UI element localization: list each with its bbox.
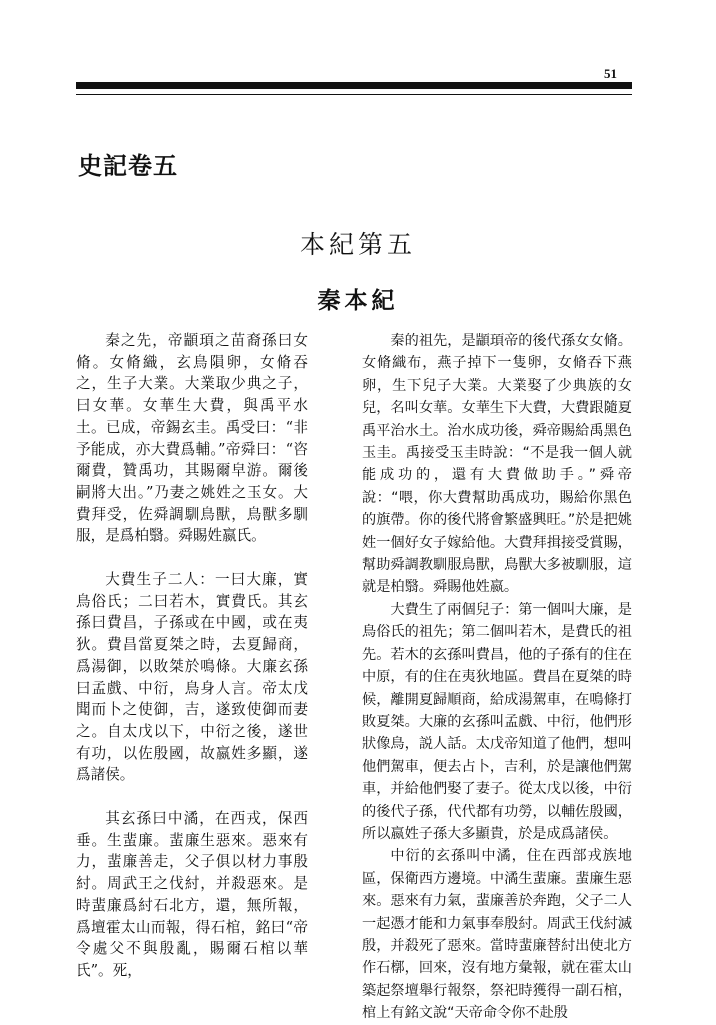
translation-text-column [362,330,632,1025]
classical-paragraph-3: 其玄孫曰中潏，在西戎，保西垂。生蜚廉。蜚廉生惡來。惡來有力，蜚廉善走，父子俱以材力事殷紂。周武王之伐紂，并殺惡來。是時蜚廉爲紂石北方，還，無所報，爲壇霍太山而報，得石棺，銘曰“帝令處父不與殷亂，賜爾石棺以華氏”。死， [76,810,308,979]
chapter-title: 本紀第五 [299,230,416,259]
classical-paragraph-2: 大費生子二人：一曰大廉，實鳥俗氏；二曰若木，實費氏。其玄孫曰費昌，子孫或在中國，或在夷狄。費昌當夏桀之時，去夏歸商，爲湯御，以敗桀於鳴條。大廉玄孫曰孟戲、中衍，鳥身人言。帝太戊聞而卜之使御，吉，遂致使御而妻之。自太戊以下，中衍之後，遂世有功，以佐殷國，故嬴姓多顯，遂爲諸侯。 [76,571,308,784]
translation-paragraph-3: 中衍的玄孫叫中潏，住在西部戎族地區，保衛西方邊境。中潏生蜚廉。蜚廉生惡來。惡來有力氣，蜚廉善於奔跑，父子二人一起憑才能和力氣事奉殷紂。周武王伐紂滅殷，并殺死了惡來。當時蜚廉替紂出使北方作石槨，回來，沒有地方彙報，就在霍太山築起祭壇舉行報祭，祭祀時獲得一副石棺，棺上有銘文說“天帝命令你不赴殷 [362,848,632,1022]
translation-paragraph-1: 秦的祖先，是顓頊帝的後代孫女女脩。女脩織布，燕子掉下一隻卵，女脩吞下燕卵，生下兒子大業。大業娶了少典族的女兒，名叫女華。女華生下大費，大費跟隨夏禹平治水土。治水成功後，舜帝賜給禹黑色玉圭。禹接受玉圭時說：“不是我一個人就能成功的，還有大費做助手。”舜帝說：“喂，你大費幫助禹成功，賜給你黑色的旗帶。你的後代將會繁盛興旺。”於是把姚姓一個好女子嫁給他。大費拜揖接受賞賜，幫助舜調教馴服鳥獸，鳥獸大多被馴服，這就是柏翳。舜賜他姓嬴。 [362,333,632,596]
translation-paragraph-2: 大費生了兩個兒子：第一個叫大廉，是鳥俗氏的祖先；第二個叫若木，是費氏的祖先。若木的玄孫叫費昌，他的子孫有的住在中原，有的住在夷狄地區。費昌在夏桀的時候，離開夏歸順商，給成湯駕車，在鳴條打敗夏桀。大廉的玄孫叫孟戲、中衍，他們形狀像鳥，説人話。太戊帝知道了他們，想叫他們駕車，便去占卜，吉利，於是讓他們駕車，并給他們娶了妻子。從太戊以後，中衍的後代子孫，代代都有功勞，以輔佐殷國，所以嬴姓子孫大多顯貴，於是成爲諸侯。 [362,601,632,842]
section-title: 秦本紀 [317,288,399,314]
classical-text-column [76,330,308,1004]
classical-paragraph-1: 秦之先，帝顓頊之苗裔孫曰女脩。女脩織，玄鳥隕卵，女脩吞之，生子大業。大業取少典之子，曰女華。女華生大費，與禹平水土。已成，帝錫玄圭。禹受曰：“非予能成，亦大費爲輔。”帝舜曰：“咨爾費，贊禹功，其賜爾皁游。爾後嗣將大出。”乃妻之姚姓之玉女。大費拜受，佐舜調馴鳥獸，鳥獸多馴服，是爲柏翳。舜賜姓嬴氏。 [76,332,308,545]
header-rule-thin [76,94,632,95]
page-number: 51 [604,66,617,81]
volume-title: 史記卷五 [78,152,178,180]
header-rule-thick [76,82,632,89]
